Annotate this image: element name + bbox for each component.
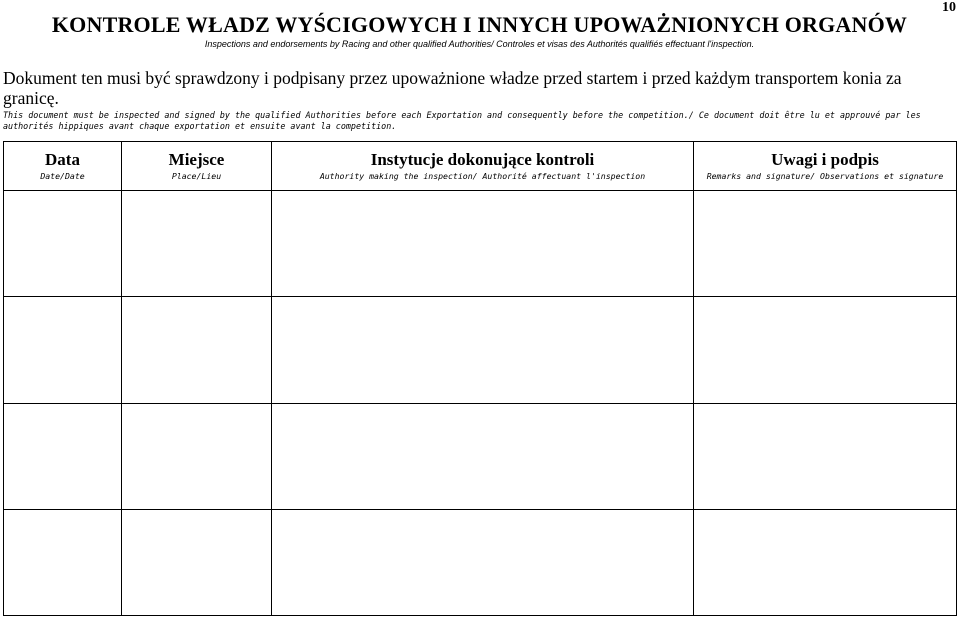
- column-title-remarks: Uwagi i podpis: [771, 149, 879, 169]
- place-cell[interactable]: [122, 403, 272, 509]
- column-title-place: Miejsce: [168, 149, 225, 169]
- table-row: [4, 509, 957, 615]
- date-cell[interactable]: [4, 191, 122, 297]
- authority-cell[interactable]: [272, 191, 694, 297]
- remarks-cell[interactable]: [694, 297, 957, 403]
- column-subtitle-remarks: Remarks and signature/ Observations et signature: [706, 170, 944, 181]
- instruction-english-french: This document must be inspected and signed by the qualified Authorities before each Exportation and consequently before the competition./ Ce document doit être lu et approuvé par les authorités hippiques avant chaque exportation et ensuite avant la competition.: [3, 110, 921, 131]
- date-cell[interactable]: [4, 297, 122, 403]
- authority-cell[interactable]: [272, 403, 694, 509]
- page-number: 10: [942, 0, 956, 15]
- date-cell[interactable]: [4, 403, 122, 509]
- column-subtitle-authority: Authority making the inspection/ Authorité affectuant l'inspection: [319, 170, 646, 181]
- remarks-cell[interactable]: [694, 191, 957, 297]
- table-header-row: [4, 142, 957, 191]
- table-row: [4, 403, 957, 509]
- page-title: KONTROLE WŁADZ WYŚCIGOWYCH I INNYCH UPOWAŻNIONYCH ORGANÓW: [51, 12, 908, 37]
- remarks-cell[interactable]: [694, 403, 957, 509]
- column-header-place: [122, 142, 272, 191]
- date-cell[interactable]: [4, 509, 122, 615]
- column-title-authority: Instytucje dokonujące kontroli: [370, 149, 595, 169]
- remarks-cell[interactable]: [694, 509, 957, 615]
- column-header-date: [4, 142, 122, 191]
- authority-cell[interactable]: [272, 297, 694, 403]
- page-subtitle: Inspections and endorsements by Racing and other qualified Authorities/ Controles et visas des Authorités qualifiés effectuant l'inspection.: [204, 39, 755, 49]
- column-subtitle-date: Date/Date: [40, 170, 85, 181]
- column-header-authority: [272, 142, 694, 191]
- inspection-table: [3, 141, 957, 616]
- place-cell[interactable]: [122, 191, 272, 297]
- column-title-date: Data: [45, 149, 80, 169]
- place-cell[interactable]: [122, 509, 272, 615]
- authority-cell[interactable]: [272, 509, 694, 615]
- table-row: [4, 191, 957, 297]
- instruction-polish: Dokument ten musi być sprawdzony i podpisany przez upoważnione władze przed startem i przed każdym transportem konia za granicę.: [3, 68, 902, 108]
- column-header-remarks: [694, 142, 957, 191]
- place-cell[interactable]: [122, 297, 272, 403]
- column-subtitle-place: Place/Lieu: [171, 170, 222, 181]
- table-row: [4, 297, 957, 403]
